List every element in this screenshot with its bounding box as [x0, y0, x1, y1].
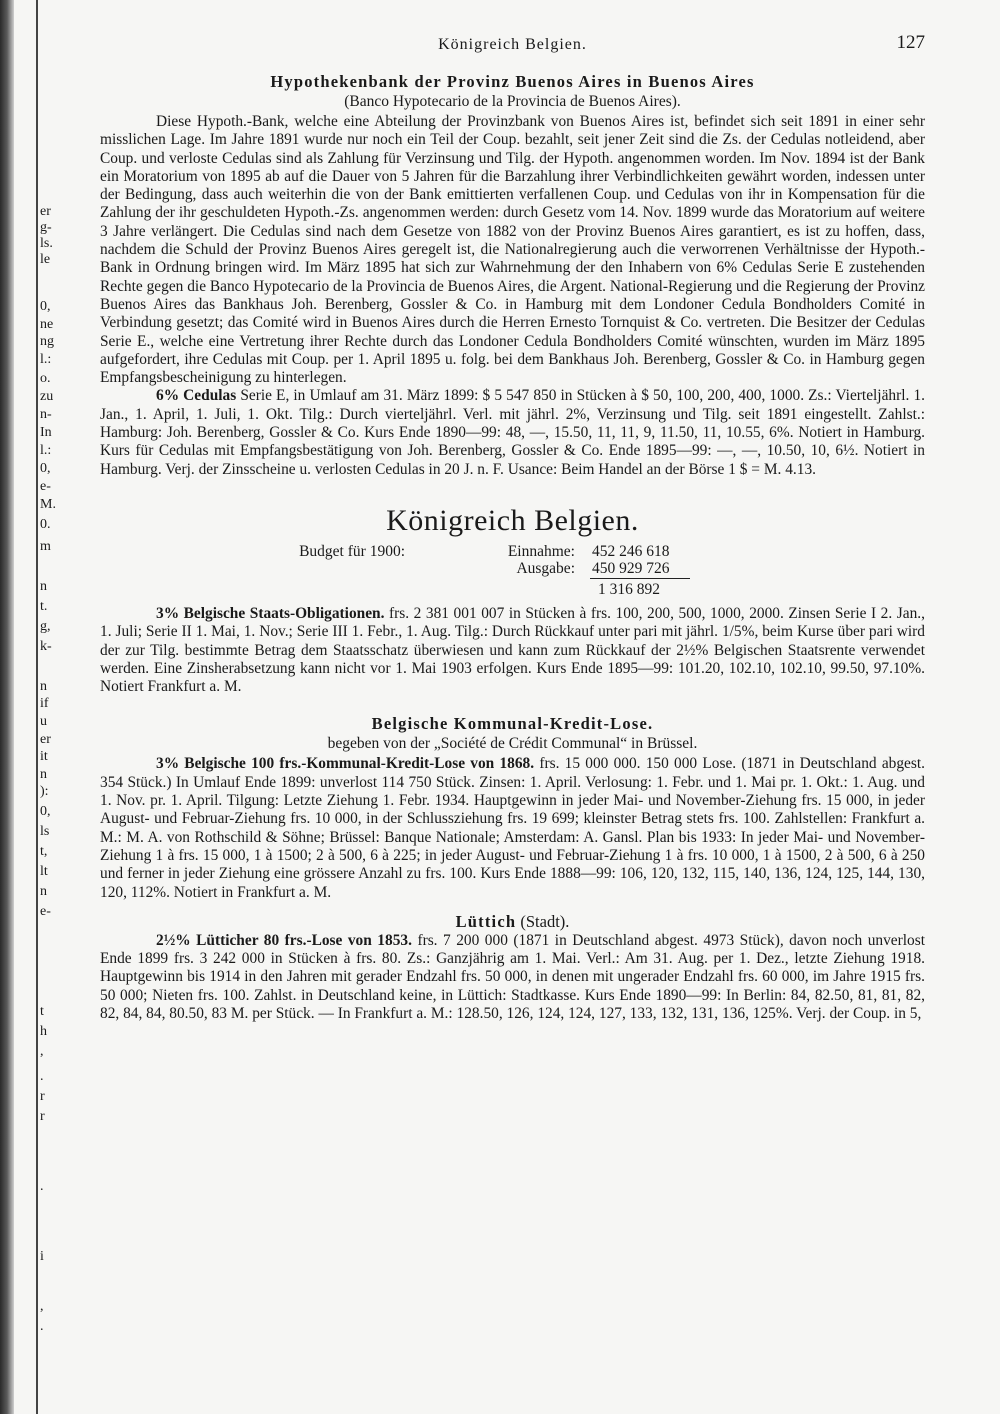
- paragraph-cedulas: [100, 387, 925, 478]
- margin-fragment: 0.: [40, 517, 51, 532]
- margin-fragment: .: [40, 1319, 44, 1334]
- margin-fragment: h: [40, 1024, 47, 1039]
- income-label: Einnahme:: [507, 542, 575, 560]
- margin-fragment: er: [40, 204, 51, 219]
- margin-fragment: k-: [40, 639, 52, 654]
- margin-fragment: g,: [40, 619, 51, 634]
- margin-fragment: e-: [40, 904, 51, 919]
- margin-fragment: g-: [40, 220, 52, 235]
- margin-fragment: ):: [40, 784, 49, 799]
- margin-fragment: ls: [40, 824, 50, 839]
- margin-fragment: t.: [40, 599, 48, 614]
- margin-fragment: In: [40, 425, 52, 440]
- margin-fragment: ne: [40, 317, 54, 332]
- margin-fragment: n: [40, 579, 47, 594]
- margin-fragment: M.: [40, 497, 56, 512]
- margin-fragment: ls.: [40, 236, 53, 251]
- luettich-heading-suffix: (Stadt).: [516, 911, 570, 931]
- kommunal-lead: 3% Belgische 100 frs.-Kommunal-Kredit-Lose von 1868.: [156, 755, 535, 773]
- margin-fragment: o.: [40, 371, 51, 386]
- chapter-title: Königreich Belgien.: [386, 503, 639, 537]
- margin-fragment: 0,: [40, 804, 51, 819]
- budget-label: Budget für 1900:: [299, 542, 405, 560]
- margin-fragment: 0,: [40, 299, 51, 314]
- budget-block: [100, 543, 925, 601]
- cedulas-lead: 6% Cedulas: [156, 387, 237, 405]
- paragraph-luettich-lose: [100, 932, 925, 1023]
- page-number: 127: [896, 32, 925, 53]
- margin-fragment: .: [40, 1069, 44, 1084]
- margin-fragment: l.:: [40, 443, 52, 458]
- margin-fragment: .: [40, 1179, 44, 1194]
- margin-fragment: ,: [40, 1299, 44, 1314]
- margin-fragment: 0,: [40, 461, 51, 476]
- running-head: [100, 28, 925, 54]
- paragraph-staats-obligationen: [100, 605, 925, 696]
- margin-fragment: t: [40, 1004, 44, 1019]
- margin-fragment: n: [40, 679, 47, 694]
- running-title: Königreich Belgien.: [438, 36, 587, 53]
- income-value: 452 246 618: [592, 542, 670, 560]
- budget-rule: [590, 578, 690, 579]
- luettich-lead: 2½% Lütticher 80 frs.-Lose von 1853.: [156, 931, 412, 949]
- margin-fragment: it: [40, 749, 48, 764]
- margin-fragment: ng: [40, 334, 54, 349]
- previous-page-margin: [40, 0, 80, 1414]
- margin-fragment: i: [40, 1249, 44, 1264]
- margin-fragment: l.:: [40, 352, 52, 367]
- kommunal-text: frs. 15 000 000. 150 000 Lose. (1871 in Deutschland abgest. 354 Stück.) In Umlauf Ende 1899: unverlost 114 750 Stück. Zinsen: 1. April. Verlosung: 1. Febr. und 1. Mai pr. 1. Okt.: 1. Aug. und 1. Nov. pr. 1. April. Tilgung: Letzte Ziehung 1. Febr. 1934. Hauptgewinn in jeder Mai- und November-Ziehung frs. 15 000, in jeder August- und Februar-Ziehung frs. 10 000, in der Schlussziehung frs. 19 699; kleinster Betrag stets frs. 100. Zahlstellen: Frankfurt a. M.: M. A. von Rothschild & Söhne; Brüssel: Banque Nationale; Amsterdam: A. Gansl. Plan bis 1933: In jeder Mai- und November-Ziehung 1 à frs. 15 000, 1 à 1500; 2 à 500, 6 à 225; in jeder August- und Februar-Ziehung 1 à frs. 10 000, 1 à 1500, 2 à 500, 6 à 250 und ferner in jeder Ziehung eine grössere Anzahl zu frs. 100. Kurs Ende 1888—99: 106, 120, 132, 115, 140, 136, 124, 125, 144, 130, 120, 112%. Notiert in Frankfurt a. M.: [100, 755, 925, 901]
- expense-value: 450 929 726: [592, 559, 670, 577]
- margin-fragment: r: [40, 1089, 45, 1104]
- margin-fragment: er: [40, 732, 51, 747]
- paragraph-kommunal-lose: [100, 755, 925, 901]
- document-page: [100, 28, 925, 1398]
- margin-fragment: n-: [40, 407, 52, 422]
- luettich-text: frs. 7 200 000 (1871 in Deutschland abgest. 4973 Stück), davon noch unverlost Ende 1899 frs. 3 242 000 in Stücken à frs. 80. Zs.: Ganzjährig am 1. Mai. Verl.: Am 31. Aug. per 1. Dez., letzte Ziehung 1918. Hauptgewinn bis 1914 in den Jahren mit gerader Endzahl frs. 50 000, in denen mit ungerader Endzahl frs. 60 000, im Jahre 1915 frs. 50 000; Nieten frs. 100. Zahlst. in Deutschland keine, in Lüttich: Stadtkasse. Kurs Ende 1890—99: In Berlin: 84, 82.50, 81, 81, 82, 82, 84, 84, 80.50, 83 M. per Stück. — In Frankfurt a. M.: 128.50, 126, 124, 124, 127, 133, 132, 131, 136, 125%. Verj. der Coup. in 5,: [100, 931, 925, 1022]
- staats-lead: 3% Belgische Staats-Obligationen.: [156, 604, 385, 622]
- section-heading-hypothekenbank: Hypothekenbank der Provinz Buenos Aires in Buenos Aires: [270, 72, 755, 91]
- section-heading-luettich: [100, 912, 925, 932]
- staats-text: frs. 2 381 001 007 in Stücken à frs. 100, 200, 500, 1000, 2000. Zinsen Serie I 2. Jan., 1. Juli; Serie II 1. Mai, 1. Nov.; Serie III 1. Febr., 1. Aug. Tilg.: Durch Rückkauf unter pari mit jährl. 1/5%, beim Kurse über pari wird der zur Tilg. bestimmte Betrag dem Staatsschatz überwiesen und kann zum Rückkauf der 2½% Belgischen Staatsrente verwendet werden. Eine Zinsherabsetzung kann nicht vor 1. Mai 1903 erfolgen. Kurs Ende 1895—99: 101.20, 102.10, 102.10, 99.50, 97.10%. Notiert Frankfurt a. M.: [100, 604, 925, 696]
- scan-gutter-shadow: [0, 0, 14, 1414]
- margin-fragment: if: [40, 696, 49, 711]
- margin-fragment: zu: [40, 389, 54, 404]
- page-fold-line: [36, 0, 38, 1414]
- section-subheading-banco: (Banco Hypotecario de la Provincia de Buenos Aires).: [344, 93, 681, 110]
- margin-fragment: m: [40, 539, 51, 554]
- expense-label: Ausgabe:: [516, 559, 575, 577]
- margin-fragment: r: [40, 1109, 45, 1124]
- margin-fragment: n: [40, 884, 47, 899]
- margin-fragment: t,: [40, 844, 48, 859]
- luettich-heading: Lüttich: [455, 911, 517, 931]
- margin-fragment: ,: [40, 1044, 44, 1059]
- paragraph-hypothekenbank: Diese Hypoth.-Bank, welche eine Abteilung der Provinzbank von Buenos Aires ist, befindet sich seit 1891 in einer sehr misslichen Lage. Im Jahre 1891 wurde nur noch ein Teil der Coup. bezahlt, seit jener Zeit sind die Zs. der Cedulas notleidend, aber Coup. und verloste Cedulas sind als Zahlung für Verzinsung und Tilg. der Hypoth. angenommen worden. Im Nov. 1894 ist der Bank ein Moratorium von 1895 ab auf die Dauer von 5 Jahren für die Barzahlung ihrer Verbindlichkeiten gewährt worden, indessen unter der Bedingung, dass auch weiterhin die von der Bank emittierten verfallenen Coup. und Cedulas von ihr in Kompensation für die Zahlung der ihr geschuldeten Hypoth.-Zs. angenommen werden: durch Gesetz vom 14. Nov. 1899 wurde das Moratorium auf weitere 3 Jahre verlängert. Die Cedulas sind nach dem Gesetze von 1882 von der Provinz Buenos Aires garantiert, es ist zu hoffen, dass, nachdem die Schuld der Provinz Buenos Aires geregelt ist, die Nationalregierung auch die verworrenen Verhältnisse der Hypoth.-Bank in Ordnung bringen wird. Im März 1895 hat sich zur Wahrnehmung der den Inhabern von 6% Cedulas Serie E zustehenden Rechte gegen die Banco Hypotecario de la Provincia de Buenos Aires, die Argent. National-Regierung und die Regierung der Provinz Buenos Aires das Bankhaus Joh. Berenberg, Gossler & Co. in Hamburg mit dem Londoner Cedula Bondholders Comité in Verbindung gesetzt; das Comité wird in Buenos Aires durch die Herren Ernesto Tornquist & Co. vertreten. Die Besitzer der Cedulas Serie E., welche eine Vertretung ihrer Rechte durch das Londoner Cedula Bondholders Comité wünschten, wurden im März 1895 aufgefordert, ihre Cedulas mit Coup. per 1. April 1895 u. folg. bei dem Bankhaus Joh. Berenberg, Gossler & Co. in Hamburg gegen Empfangsbescheinigung zu hinterlegen.: [100, 113, 925, 387]
- margin-fragment: lt: [40, 864, 48, 879]
- margin-fragment: u: [40, 714, 47, 729]
- cedulas-text: Serie E, in Umlauf am 31. März 1899: $ 5 547 850 in Stücken à $ 50, 100, 200, 400, 1000. Zs.: Vierteljährl. 1. Jan., 1. April, 1. Juli, 1. Okt. Tilg.: Durch vierteljährl. Verl. mit jährl. 2%, Verzinsung und Tilg. seit 1891 eingestellt. Zahlst.: Hamburg: Joh. Berenberg, Gossler & Co. Kurs Ende 1890—99: 48, —, 15.50, 11, 11, 9, 11.50, 11, 10.55, 6%. Notiert in Hamburg. Kurs für Cedulas mit Empfangsbestätigung von Joh. Berenberg, Gossler & Co. Ende 1895—99: —, —, 10.50, 10, 6½. Notiert in Hamburg. Verj. der Zinsscheine u. verlosten Cedulas in 20 J. n. F. Usance: Beim Handel an der Börse 1 $ = M. 4.13.: [100, 387, 925, 478]
- margin-fragment: e-: [40, 479, 51, 494]
- budget-total: 1 316 892: [598, 580, 660, 598]
- section-subheading-kommunal: begeben von der „Société de Crédit Communal“ in Brüssel.: [327, 735, 698, 753]
- margin-fragment: n: [40, 767, 47, 782]
- section-heading-kommunal: Belgische Kommunal-Kredit-Lose.: [371, 714, 654, 734]
- margin-fragment: le: [40, 252, 51, 267]
